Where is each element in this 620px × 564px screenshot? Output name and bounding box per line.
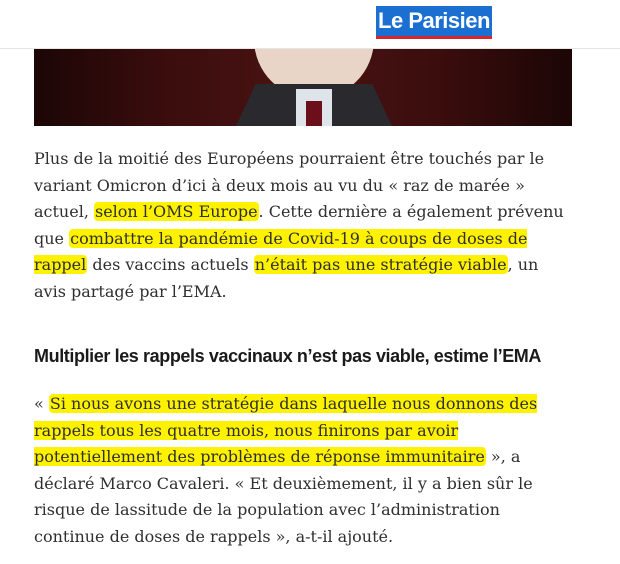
- article-hero-image: [34, 49, 572, 126]
- hero-tie: [306, 101, 322, 126]
- le-parisien-logo[interactable]: Le Parisien: [376, 6, 492, 36]
- paragraph-text: », a déclaré Marco Cavaleri. « Et deuxièmement, il y a bien sûr le risque de lassitude de la population avec l’administration continue de doses de rappels », a-t-il ajouté.: [34, 447, 533, 546]
- paragraph-text: Plus de la moitié des Européens pourraient être touchés par le variant Omicron d’ici à deux mois au vu du « raz de marée » actuel,: [34, 149, 545, 221]
- logo-underline: [376, 36, 492, 39]
- highlighted-quote: Si nous avons une stratégie dans laquelle nous donnons des rappels tous les quatre mois, nous finirons par avoir potentiellement des problèmes de réponse immunitaire: [34, 394, 538, 466]
- site-header: [0, 0, 620, 49]
- highlighted-text: combattre la pandémie de Covid-19 à coups de doses de rappel: [34, 228, 528, 274]
- paragraph-text: , un avis partagé par l’EMA.: [34, 255, 539, 301]
- article-paragraph-2: [34, 391, 574, 550]
- highlighted-text: n’était pas une stratégie viable: [254, 255, 507, 274]
- highlighted-text: selon l’OMS Europe: [95, 202, 258, 221]
- paragraph-text: des vaccins actuels: [87, 255, 254, 274]
- paragraph-text: «: [34, 394, 49, 413]
- paragraph-text: . Cette dernière a également prévenu que: [34, 202, 564, 248]
- article-paragraph-1: [34, 146, 574, 305]
- article-subheading: Multiplier les rappels vaccinaux n’est pas viable, estime l’EMA: [34, 346, 542, 366]
